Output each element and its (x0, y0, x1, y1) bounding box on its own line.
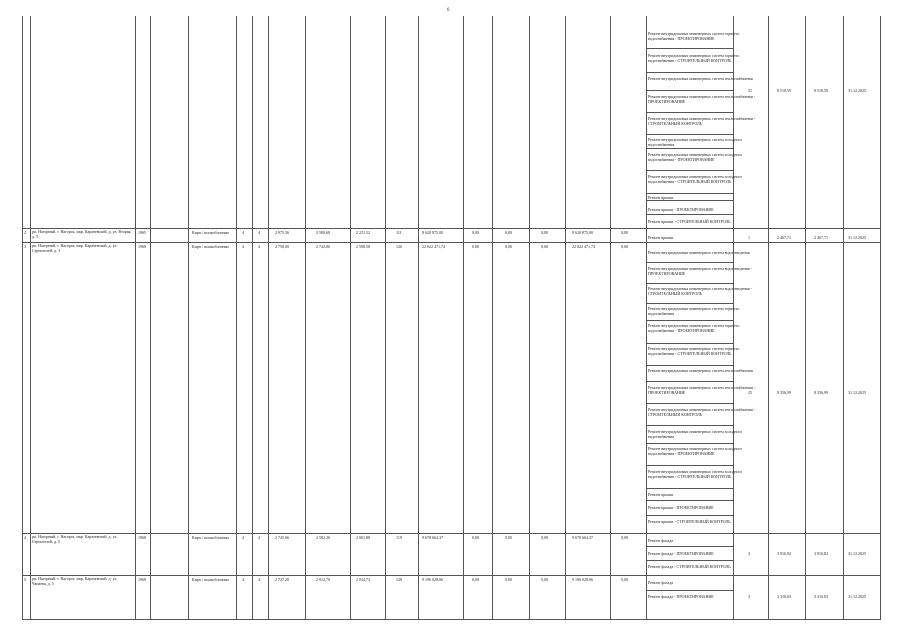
subrow-line (646, 214, 733, 215)
row-area-res: 2 742,86 (316, 244, 330, 249)
summary-count: 3 (748, 551, 750, 556)
col-line (236, 16, 237, 620)
row-cost2: 9 678 664,37 (572, 535, 593, 540)
col-line (565, 16, 566, 620)
work-item: Ремонт внутридомовых инженерных систем холодного водоснабжения - СТРОИТЕЛЬНЫЙ КОНТРОЛЬ (648, 469, 743, 479)
row-address: рп. Нагорный, г. Нагорск, мкр. Карачевский, д. ул. Вторая, д. 5 (32, 229, 132, 239)
row-floors: 4 (242, 577, 244, 582)
summary-value: 3 910,82 (814, 551, 828, 556)
work-item: Ремонт крыши - ПРОЕКТИРОВАНИЕ (648, 505, 714, 510)
col-line (268, 16, 269, 620)
work-item: Ремонт внутридомовых инженерных систем холодного водоснабжения (648, 429, 743, 439)
row-material: Кирп./ шлакоблочные (192, 577, 230, 582)
row-area-total: 2 975,56 (275, 230, 289, 235)
work-item: Ремонт крыши (648, 235, 674, 240)
row-area-total: 2 758,00 (275, 244, 289, 249)
row-c1: 0,00 (472, 244, 479, 249)
row-floors: 4 (242, 230, 244, 235)
subrow-line (646, 343, 733, 344)
col-line (843, 16, 844, 620)
col-line (22, 16, 23, 620)
subrow-line (646, 90, 733, 91)
row-line (22, 575, 880, 576)
row-area-total: 2 727,20 (275, 577, 289, 582)
work-item: Ремонт фасада - СТРОИТЕЛЬНЫЙ КОНТРОЛЬ (648, 564, 731, 569)
row-area-res: 2 582,26 (316, 535, 330, 540)
row-entrances: 4 (258, 535, 260, 540)
row-c2: 0,00 (505, 230, 512, 235)
col-line (880, 16, 881, 620)
row-c1: 0,00 (472, 577, 479, 582)
row-year: 1965 (138, 230, 146, 235)
subrow-line (646, 425, 733, 426)
col-line (492, 16, 493, 620)
row-residents: 119 (396, 535, 402, 540)
summary-date: 31.12.2025 (848, 594, 866, 599)
col-line (188, 16, 189, 620)
row-line (22, 533, 880, 534)
row-c2: 0,00 (505, 577, 512, 582)
row-number: 4 (24, 535, 26, 540)
col-line (768, 16, 769, 620)
subrow-line (646, 200, 733, 201)
subrow-line (646, 560, 733, 561)
subrow-line (646, 303, 733, 304)
subrow-line (646, 148, 733, 149)
summary-value: 8 518,59 (814, 88, 828, 93)
summary-date: 31.12.2025 (848, 390, 866, 395)
row-material: Кирп./ шлакоблочные (192, 230, 230, 235)
row-c1: 0,00 (472, 230, 479, 235)
col-line (463, 16, 464, 620)
col-line (252, 16, 253, 620)
subrow-line (646, 320, 733, 321)
row-number: 3 (24, 244, 26, 249)
row-c4: 0,00 (621, 244, 628, 249)
work-item: Ремонт внутридомовых инженерных систем холодного водоснабжения - СТРОИТЕЛЬНЫЙ КОНТРОЛЬ (648, 174, 743, 184)
subrow-line (646, 488, 733, 489)
row-c3: 0,00 (541, 244, 548, 249)
row-number: 2 (24, 230, 26, 235)
work-item: Ремонт внутридомовых инженерных систем холодного водоснабжения - ПРОЕКТИРОВАНИЕ (648, 446, 743, 456)
subrow-line (646, 170, 733, 171)
subrow-line (646, 365, 733, 366)
col-line (305, 16, 306, 620)
summary-value: 2 467,71 (814, 235, 828, 240)
col-line (418, 16, 419, 620)
work-item: Ремонт внутридомовых инженерных систем теплоснабжения - СТРОИТЕЛЬНЫЙ КОНТРОЛЬ (648, 407, 755, 417)
row-year: 1968 (138, 244, 146, 249)
row-line (22, 228, 880, 229)
subrow-line (646, 590, 733, 591)
col-line (805, 16, 806, 620)
subrow-line (646, 500, 733, 501)
summary-value: 8 518,59 (777, 88, 791, 93)
subrow-line (646, 515, 733, 516)
summary-value: 3 310,03 (814, 594, 828, 599)
subrow-line (646, 193, 733, 194)
work-item: Ремонт внутридомовых инженерных систем горячего водоснабжения - СТРОИТЕЛЬНЫЙ КОНТРОЛЬ (648, 346, 740, 356)
summary-value: 3 910,82 (777, 551, 791, 556)
row-number: 5 (24, 577, 26, 582)
summary-date: 31.12.2025 (848, 88, 866, 93)
work-item: Ремонт крыши (648, 492, 674, 497)
row-area-res: 2 912,70 (316, 577, 330, 582)
row-c3: 0,00 (541, 230, 548, 235)
row-material: Кирп./ шлакоблочные (192, 535, 230, 540)
row-address: рп. Нагорный, г. Нагорск, мкр. Карачевский, д. ул. Чапаева, д. 5 (32, 576, 118, 586)
work-item: Ремонт внутридомовых инженерных систем теплоснабжения - СТРОИТЕЛЬНЫЙ КОНТРОЛЬ (648, 116, 755, 126)
row-cost2: 9 196 028,06 (572, 577, 593, 582)
row-area-liv: 2 034,73 (356, 577, 370, 582)
subrow-line (646, 465, 733, 466)
subrow-line (646, 283, 733, 284)
summary-count: 3 (748, 594, 750, 599)
col-line (610, 16, 611, 620)
work-item: Ремонт внутридомовых инженерных систем холодного водоснабжения - ПРОЕКТИРОВАНИЕ (648, 152, 743, 162)
summary-date: 31.12.2025 (848, 235, 866, 240)
row-cost: 8 620 875,00 (422, 230, 443, 235)
row-year: 1968 (138, 535, 146, 540)
work-item: Ремонт крыши - СТРОИТЕЛЬНЫЙ КОНТРОЛЬ (648, 519, 731, 524)
col-line (150, 16, 151, 620)
work-item: Ремонт фасада - ПРОЕКТИРОВАНИЕ (648, 594, 714, 599)
row-c2: 0,00 (505, 244, 512, 249)
work-item: Ремонт крыши (648, 195, 674, 200)
row-floors: 4 (242, 535, 244, 540)
work-item: Ремонт внутридомовых инженерных систем водоотведения (648, 250, 750, 255)
col-line (646, 16, 647, 620)
subrow-line (646, 48, 733, 49)
summary-value: 3 310,03 (777, 594, 791, 599)
work-item: Ремонт внутридомовых инженерных систем теплоснабжения - ПРОЕКТИРОВАНИЕ (648, 94, 755, 104)
subrow-line (646, 403, 733, 404)
work-item: Ремонт внутридомовых инженерных систем водоотведения - СТРОИТЕЛЬНЫЙ КОНТРОЛЬ (648, 286, 752, 296)
work-item: Ремонт внутридомовых инженерных систем водоотведения - ПРОЕКТИРОВАНИЕ (648, 266, 752, 276)
summary-count: 25 (748, 390, 752, 395)
summary-value: 8 356,99 (814, 390, 828, 395)
work-item: Ремонт внутридомовых инженерных систем холодного водоснабжения (648, 137, 743, 147)
col-line (733, 16, 734, 620)
row-cost: 9 196 028,06 (422, 577, 443, 582)
page-number: 6 (447, 8, 450, 13)
work-item: Ремонт внутридомовых инженерных систем горячего водоснабжения - ПРОЕКТИРОВАНИЕ (648, 31, 740, 41)
col-line (350, 16, 351, 620)
work-item: Ремонт фасада (648, 538, 674, 543)
row-residents: 111 (396, 230, 402, 235)
row-residents: 126 (396, 244, 402, 249)
row-cost2: 22 022 471,74 (572, 244, 595, 249)
row-area-liv: 2 508,58 (356, 244, 370, 249)
row-c2: 0,00 (505, 535, 512, 540)
row-area-liv: 2 221,52 (356, 230, 370, 235)
col-line (135, 16, 136, 620)
work-item: Ремонт внутридомовых инженерных систем горячего водоснабжения - ПРОЕКТИРОВАНИЕ (648, 323, 740, 333)
row-cost: 22 022 471,74 (422, 244, 445, 249)
row-area-total: 2 745,66 (275, 535, 289, 540)
work-item: Ремонт крыши - ПРОЕКТИРОВАНИЕ (648, 207, 714, 212)
col-line (529, 16, 530, 620)
work-item: Ремонт внутридомовых инженерных систем теплоснабжения - ПРОЕКТИРОВАНИЕ (648, 385, 755, 395)
summary-value: 8 356,99 (777, 390, 791, 395)
row-c4: 0,00 (621, 535, 628, 540)
row-address: рп. Нагорный, г. Нагорск, мкр. Карачевский, д. ул. Строителей, д. 5 (32, 534, 118, 544)
row-entrances: 4 (258, 230, 260, 235)
row-material: Кирп./ шлакоблочные (192, 244, 230, 249)
row-residents: 128 (396, 577, 402, 582)
subrow-line (646, 546, 733, 547)
summary-count: 31 (748, 88, 752, 93)
work-item: Ремонт внутридомовых инженерных систем теплоснабжения (648, 76, 753, 81)
row-address: рп. Нагорный, г. Нагорск, мкр. Карачевский, д. ул. Строителей, д. 3 (32, 243, 118, 253)
col-line (385, 16, 386, 620)
row-c3: 0,00 (541, 577, 548, 582)
work-item: Ремонт внутридомовых инженерных систем горячего водоснабжения (648, 306, 740, 316)
work-item: Ремонт фасада - ПРОЕКТИРОВАНИЕ (648, 551, 714, 556)
work-item: Ремонт внутридомовых инженерных систем горячего водоснабжения - СТРОИТЕЛЬНЫЙ КОНТРОЛЬ (648, 53, 740, 63)
row-cost2: 8 620 875,00 (572, 230, 593, 235)
row-area-liv: 2 061,88 (356, 535, 370, 540)
work-item: Ремонт фасада (648, 580, 674, 585)
row-c4: 0,00 (621, 230, 628, 235)
row-line (22, 619, 880, 620)
summary-count: 1 (748, 235, 750, 240)
row-cost: 9 678 664,37 (422, 535, 443, 540)
row-entrances: 4 (258, 577, 260, 582)
row-area-res: 2 580,68 (316, 230, 330, 235)
work-item: Ремонт внутридомовых инженерных систем теплоснабжения (648, 368, 753, 373)
row-year: 1968 (138, 577, 146, 582)
row-line (22, 242, 880, 243)
subrow-line (646, 262, 733, 263)
subrow-line (646, 443, 733, 444)
subrow-line (646, 72, 733, 73)
subrow-line (646, 381, 733, 382)
subrow-line (646, 112, 733, 113)
col-line (30, 16, 31, 620)
work-item: Ремонт крыши - СТРОИТЕЛЬНЫЙ КОНТРОЛЬ (648, 219, 731, 224)
row-floors: 4 (242, 244, 244, 249)
summary-value: 2 467,71 (777, 235, 791, 240)
row-c4: 0,00 (621, 577, 628, 582)
row-entrances: 4 (258, 244, 260, 249)
row-c3: 0,00 (541, 535, 548, 540)
summary-date: 31.12.2025 (848, 551, 866, 556)
row-c1: 0,00 (472, 535, 479, 540)
subrow-line (646, 134, 733, 135)
